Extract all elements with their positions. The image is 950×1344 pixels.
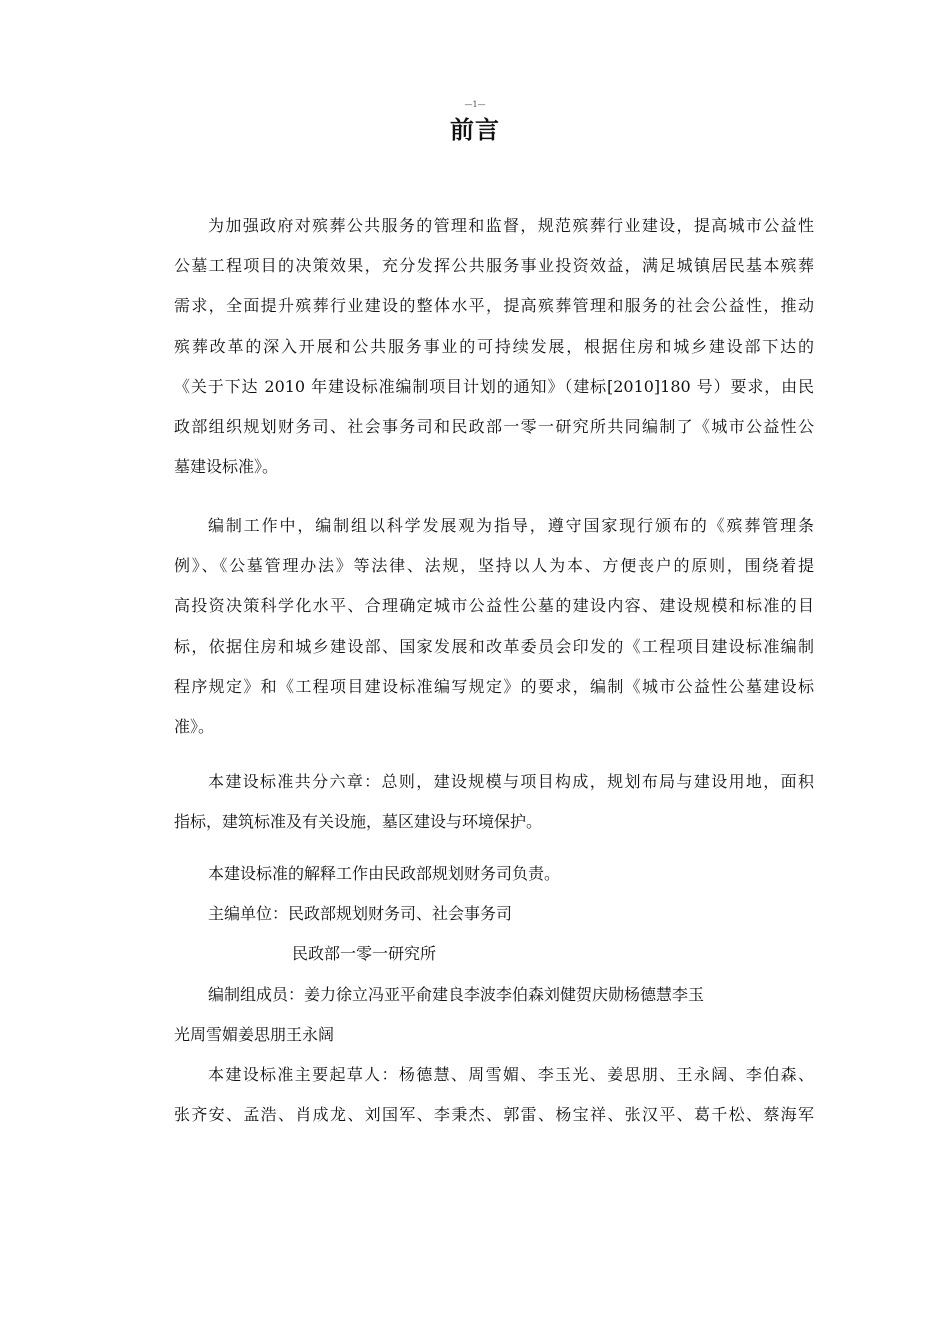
paragraph-2 (174, 506, 814, 747)
page-title: 前言 (450, 116, 500, 144)
paragraph-line: 本建设标准共分六章：总则，建设规模与项目构成，规划布局与建设用地，面积 (208, 772, 814, 791)
paragraph-line: 例》、《公墓管理办法》等法律、法规，坚持以人为本、方便丧户的原则，围绕着提 (174, 556, 814, 576)
paragraph-line: 殡葬改革的深入开展和公共服务事业的可持续发展，根据住房和城乡建设部下达的 (174, 336, 814, 356)
paragraph-line: 高投资决策科学化水平、合理确定城市公益性公墓的建设内容、建设规模和标准的目 (174, 596, 814, 616)
drafters-list: 本建设标准主要起草人：杨德慧、周雪媚、李玉光、姜思朋、王永阔、李伯森、 (208, 1064, 814, 1084)
paragraph-line: 政部组织规划财务司、社会事务司和民政部一零一研究所共同编制了《城市公益性公 (174, 416, 814, 436)
paragraph-line: 指标，建筑标准及有关设施，墓区建设与环境保护。 (174, 812, 543, 832)
paragraph-1 (174, 206, 814, 487)
credits-block (174, 854, 814, 1135)
paragraph-line: 程序规定》和《工程项目建设标准编写规定》的要求，编制《城市公益性公墓建设标 (174, 676, 814, 696)
paragraph-line: 为加强政府对殡葬公共服务的管理和监督，规范殡葬行业建设，提高城市公益性 (208, 216, 814, 235)
chief-editor-unit: 主编单位：民政部规划财务司、社会事务司 (208, 904, 513, 924)
paragraph-line: 公墓工程项目的决策效果，充分发挥公共服务事业投资效益，满足城镇居民基本殡葬 (174, 256, 814, 276)
members-list: 编制组成员：姜力徐立冯亚平俞建良李波李伯森刘健贺庆勋杨德慧李玉 (208, 984, 705, 1004)
chief-editor-unit-continued: 民政部一零一研究所 (292, 944, 437, 964)
paragraph-line: 需求，全面提升殡葬行业建设的整体水平，提高殡葬管理和服务的社会公益性，推动 (174, 296, 814, 316)
paragraph-line: 标，依据住房和城乡建设部、国家发展和改革委员会印发的《工程项目建设标准编制 (174, 636, 814, 656)
members-list-continued: 光周雪媚姜思朋王永阔 (174, 1024, 335, 1044)
drafters-list-continued: 张齐安、孟浩、肖成龙、刘国军、李秉杰、郭雷、杨宝祥、张汉平、葛千松、蔡海军 (174, 1105, 814, 1125)
paragraph-line: 墓建设标准》。 (174, 457, 279, 477)
interpretation-note: 本建设标准的解释工作由民政部规划财务司负责。 (208, 864, 561, 883)
paragraph-line: 准》。 (174, 716, 215, 736)
page-number-marker: —1— (464, 100, 486, 109)
paragraph-line: 编制工作中，编制组以科学发展观为指导，遵守国家现行颁布的《殡葬管理条 (208, 516, 814, 535)
paragraph-3 (174, 762, 814, 842)
paragraph-line: 《关于下达 2010 年建设标准编制项目计划的通知》（建标[2010]180 号）要求，由民 (174, 376, 814, 396)
